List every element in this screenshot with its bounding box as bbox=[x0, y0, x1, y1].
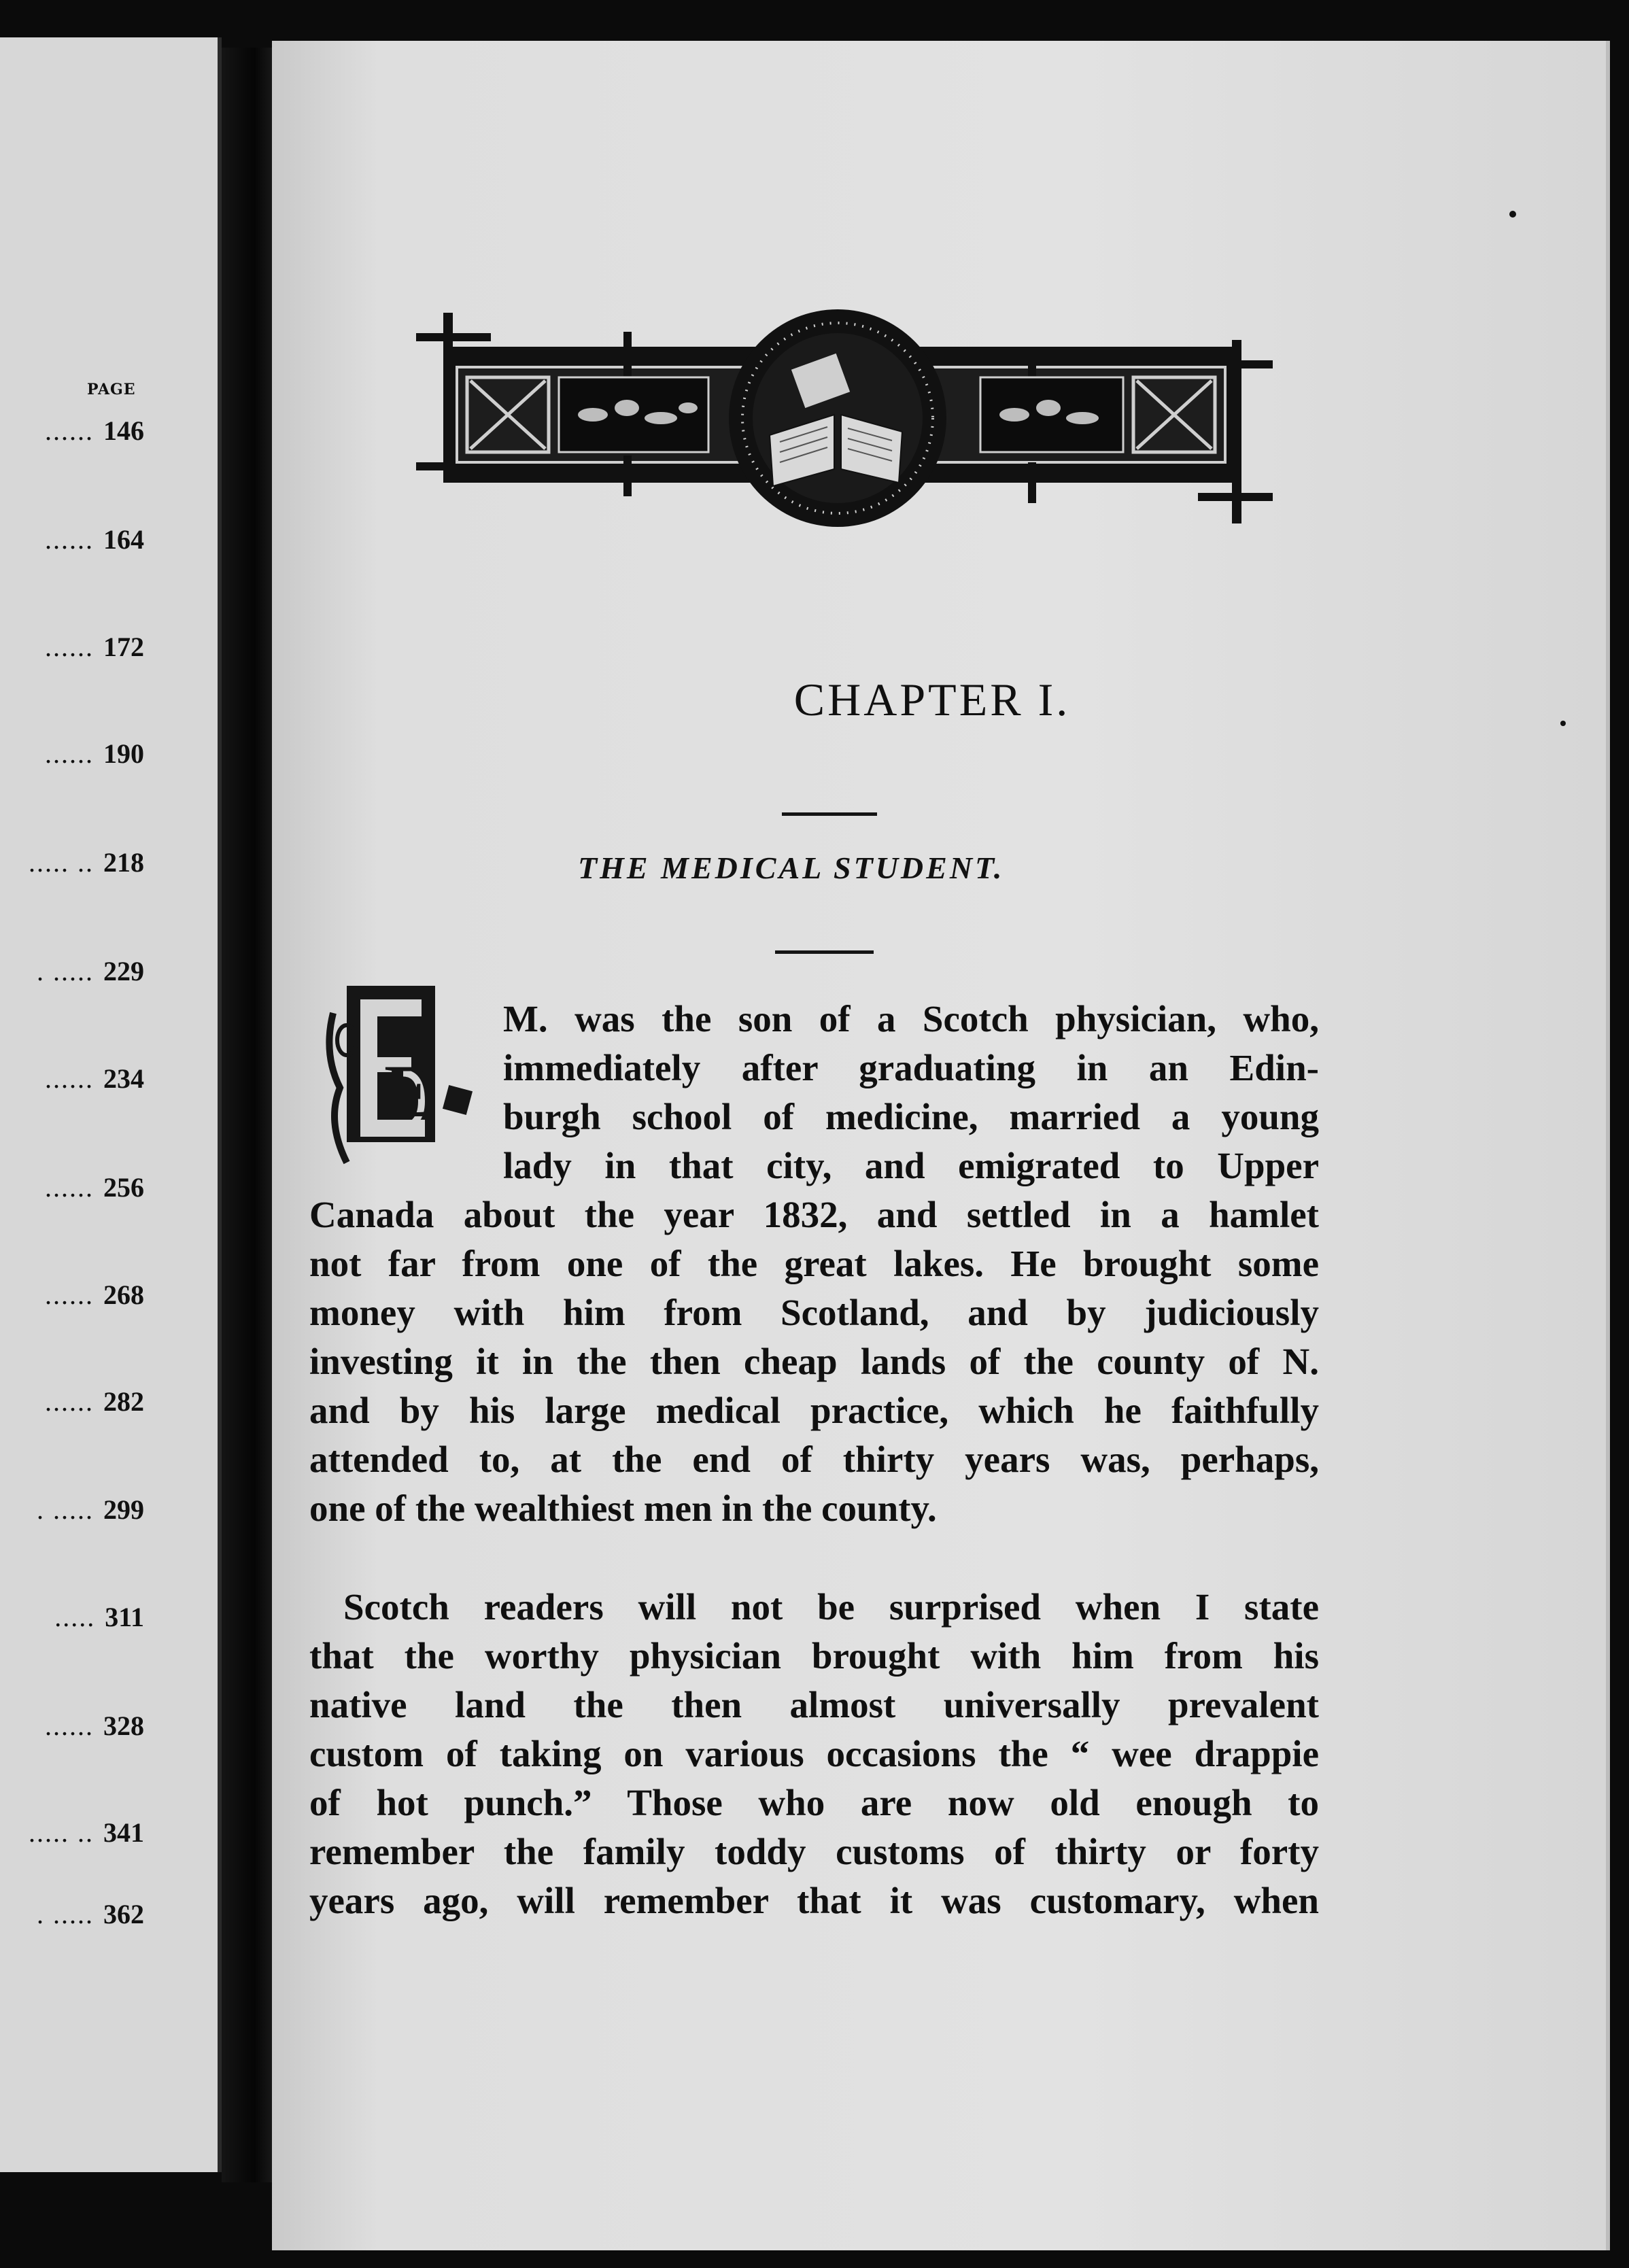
toc-entry bbox=[0, 1386, 144, 1418]
toc-page-number: 256 bbox=[103, 1172, 144, 1203]
text-line: native land the then almost universally prevalent bbox=[309, 1684, 1319, 1725]
paragraph-2 bbox=[309, 1583, 1319, 1925]
text-line: of hot punch.” Those who are now old enough to bbox=[309, 1782, 1319, 1823]
toc-leader-dots: ...... bbox=[45, 632, 94, 662]
text-line: M. was the son of a Scotch physician, who, bbox=[503, 998, 1319, 1040]
toc-leader-dots: ...... bbox=[45, 1172, 94, 1203]
text-line: immediately after graduating in an Edin- bbox=[503, 1047, 1319, 1088]
toc-leader-dots: . ..... bbox=[37, 956, 94, 986]
book-gutter bbox=[222, 48, 276, 2182]
text-line: that the worthy physician brought with him from his bbox=[309, 1635, 1319, 1677]
toc-page-number: 164 bbox=[103, 524, 144, 555]
toc-entry bbox=[0, 1710, 144, 1742]
toc-entry bbox=[0, 955, 144, 987]
toc-entry bbox=[0, 1817, 144, 1849]
toc-leader-dots: ..... .. bbox=[29, 1817, 94, 1848]
toc-page-number: 328 bbox=[103, 1711, 144, 1741]
toc-entry bbox=[0, 1494, 144, 1526]
text-line: lady in that city, and emigrated to Upper bbox=[503, 1145, 1319, 1186]
toc-page-number: 229 bbox=[103, 956, 144, 986]
toc-page-number: 190 bbox=[103, 738, 144, 769]
toc-page-number: 282 bbox=[103, 1386, 144, 1417]
toc-page-number: 311 bbox=[105, 1602, 144, 1632]
rule-below-subtitle bbox=[775, 950, 874, 954]
toc-leader-dots: ..... .. bbox=[29, 847, 94, 878]
toc-entry bbox=[0, 1279, 144, 1311]
toc-page-number: 218 bbox=[103, 847, 144, 878]
left-page-toc bbox=[0, 37, 222, 2172]
text-line: attended to, at the end of thirty years was, perhaps, bbox=[309, 1439, 1319, 1480]
toc-page-number: 299 bbox=[103, 1494, 144, 1525]
toc-entry bbox=[0, 738, 144, 770]
toc-page-number: 146 bbox=[103, 415, 144, 446]
toc-entry bbox=[0, 1898, 144, 1930]
text-line: remember the family toddy customs of thirty or forty bbox=[309, 1831, 1319, 1872]
toc-page-number: 234 bbox=[103, 1063, 144, 1094]
toc-page-number: 268 bbox=[103, 1279, 144, 1310]
chapter-subtitle: THE MEDICAL STUDENT. bbox=[578, 850, 1005, 885]
scan-speck bbox=[1509, 211, 1516, 218]
ornamental-header-band bbox=[416, 306, 1273, 530]
toc-leader-dots: ...... bbox=[45, 1063, 94, 1094]
text-line: burgh school of medicine, married a young bbox=[503, 1096, 1319, 1137]
drop-cap-e-illustration bbox=[320, 972, 490, 1176]
rule-above-subtitle bbox=[782, 812, 877, 816]
chapter-title-text: CHAPTER I. bbox=[793, 674, 1071, 725]
toc-leader-dots: ...... bbox=[45, 524, 94, 555]
chapter-title bbox=[0, 673, 1334, 727]
toc-entry bbox=[0, 1171, 144, 1203]
toc-page-number: 172 bbox=[103, 632, 144, 662]
toc-entry bbox=[0, 1063, 144, 1095]
text-line: not far from one of the great lakes. He brought some bbox=[309, 1243, 1319, 1284]
toc-entry bbox=[0, 415, 144, 447]
drop-cap-letter: E bbox=[384, 1050, 434, 1133]
toc-entry bbox=[0, 846, 144, 878]
text-line: years ago, will remember that it was customary, when bbox=[309, 1880, 1319, 1921]
toc-leader-dots: . ..... bbox=[37, 1899, 94, 1929]
toc-leader-dots: ...... bbox=[45, 1386, 94, 1417]
toc-leader-dots: ...... bbox=[45, 1711, 94, 1741]
toc-page-number: 362 bbox=[103, 1899, 144, 1929]
text-line: money with him from Scotland, and by judiciously bbox=[309, 1292, 1319, 1333]
text-line: investing it in the then cheap lands of the county of N. bbox=[309, 1341, 1319, 1382]
paragraph-1-full bbox=[309, 1190, 1319, 1533]
text-line: one of the wealthiest men in the county. bbox=[309, 1488, 937, 1529]
toc-page-number: 341 bbox=[103, 1817, 144, 1848]
toc-leader-dots: ...... bbox=[45, 738, 94, 769]
scan-speck bbox=[1560, 721, 1566, 726]
toc-entry bbox=[0, 631, 144, 663]
toc-leader-dots: . ..... bbox=[37, 1494, 94, 1525]
toc-leader-dots: ...... bbox=[45, 415, 94, 446]
text-line: custom of taking on various occasions the “ wee drappie bbox=[309, 1733, 1319, 1774]
text-line: Scotch readers will not be surprised when I state bbox=[343, 1586, 1319, 1628]
toc-leader-dots: ...... bbox=[45, 1279, 94, 1310]
toc-leader-dots: ..... bbox=[54, 1602, 96, 1632]
toc-entry bbox=[0, 1601, 144, 1633]
toc-page-header: PAGE bbox=[87, 381, 136, 398]
toc-entry bbox=[0, 523, 144, 555]
paragraph-1-indented bbox=[503, 995, 1319, 1190]
text-line: and by his large medical practice, which he faithfully bbox=[309, 1390, 1319, 1431]
text-line: Canada about the year 1832, and settled in a hamlet bbox=[309, 1194, 1319, 1235]
